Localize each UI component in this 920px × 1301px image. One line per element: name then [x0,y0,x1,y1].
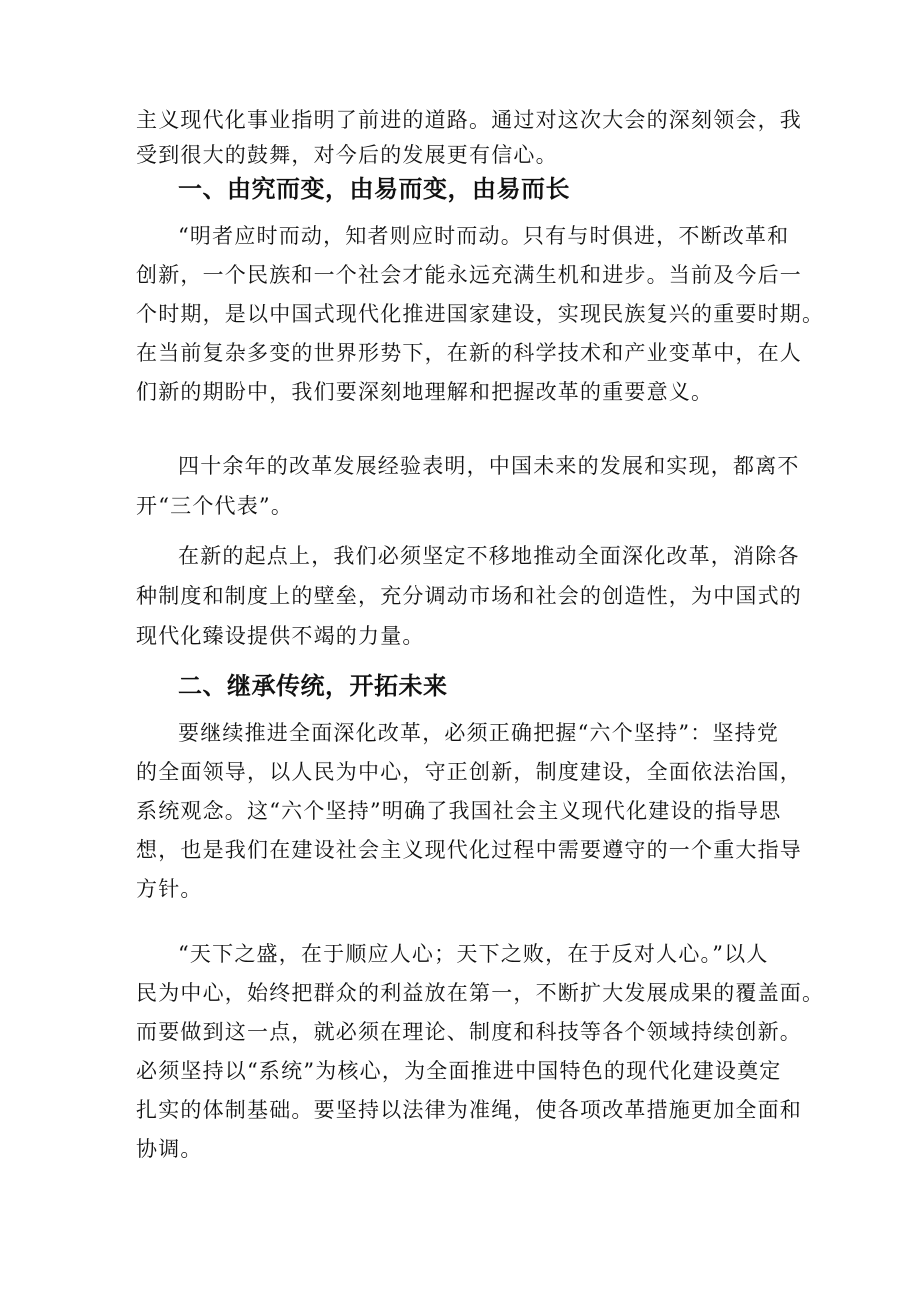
section-heading-1: 一、由究而变，由易而变，由易而长 [178,175,570,203]
paragraph [136,536,802,656]
text-line: 而要做到这一点，就必须在理论、制度和科技等各个领域持续创新。 [136,1020,802,1044]
paragraph [136,935,825,1169]
text-line: 的全面领导，以人民为中心，守正创新，制度建设，全面依法治国， [136,760,802,784]
text-line: “明者应时而动，知者则应时而动。只有与时俱进，不断改革和 [178,224,790,248]
text-line: 们新的期盼中，我们要深刻地理解和把握改革的重要意义。 [136,380,714,404]
text-line: 现代化臻设提供不竭的力量。 [136,624,425,648]
text-line: 民为中心，始终把群众的利益放在第一，不断扩大发展成果的覆盖面。 [136,981,825,1005]
text-line: 主义现代化事业指明了前进的道路。通过对这次大会的深刻领会，我 [136,108,802,132]
text-line: 想，也是我们在建设社会主义现代化过程中需要遵守的一个重大指导 [136,838,802,862]
text-line: 四十余年的改革发展经验表明，中国未来的发展和实现，都离不 [178,454,800,478]
text-line: 必须坚持以“系统”为核心，为全面推进中国特色的现代化建设奠定 [136,1059,782,1083]
text-line: 方针。 [136,877,203,901]
text-line: 在当前复杂多变的世界形势下，在新的科学技术和产业变革中，在人 [136,341,802,365]
intro-paragraph [136,103,802,173]
paragraph [136,217,825,412]
text-line: 扎实的体制基础。要坚持以法律为准绳，使各项改革措施更加全面和 [136,1098,802,1122]
text-line: 个时期，是以中国式现代化推进国家建设，实现民族复兴的重要时期。 [136,302,825,326]
text-line: 受到很大的鼓舞，对今后的发展更有信心。 [136,143,558,167]
paragraph [136,714,802,909]
text-line: 种制度和制度上的壁垒，充分调动市场和社会的创造性，为中国式的 [136,584,802,608]
text-line: “天下之盛，在于顺应人心；天下之败，在于反对人心。”以人 [178,942,769,966]
text-line: 协调。 [136,1137,203,1161]
paragraph [136,446,800,526]
text-line: 系统观念。这“六个坚持”明确了我国社会主义现代化建设的指导思 [136,799,782,823]
section-heading-2: 二、继承传统，开拓未来 [178,672,448,700]
text-line: 开“三个代表”。 [136,494,294,518]
text-line: 创新，一个民族和一个社会才能永远充满生机和进步。当前及今后一 [136,263,802,287]
text-line: 要继续推进全面深化改革，必须正确把握“六个坚持”：坚持党 [178,721,780,745]
text-line: 在新的起点上，我们必须坚定不移地推动全面深化改革，消除各 [178,544,800,568]
